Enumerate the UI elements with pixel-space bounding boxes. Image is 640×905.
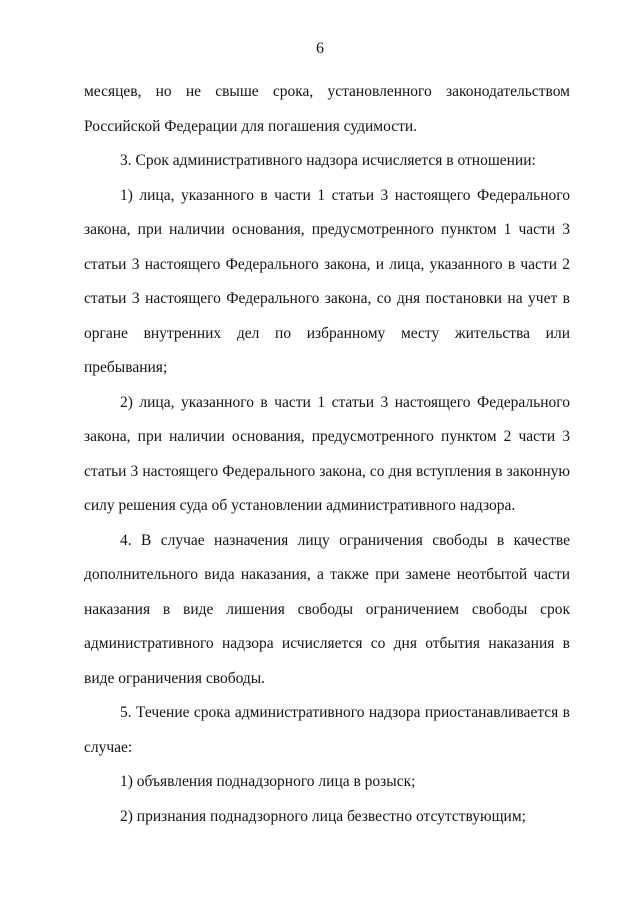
paragraph-item-5: 5. Течение срока административного надзора приостанавливается в случае: bbox=[84, 704, 570, 756]
paragraph-item-3-2: 2) лица, указанного в части 1 статьи 3 настоящего Федерального закона, при наличии основания, предусмотренного пунктом 2 части 3 статьи 3 настоящего Федерального закона, со дня вступления в законную силу решения суда об установлении административного надзора. bbox=[84, 393, 570, 514]
paragraph-continuation: месяцев, но не свыше срока, установленного законодательством Российской Федерации для погашения судимости. bbox=[84, 83, 570, 135]
document-body bbox=[84, 75, 570, 834]
paragraph-item-5-1: 1) объявления поднадзорного лица в розыск; bbox=[120, 773, 416, 790]
paragraph-item-3-1: 1) лица, указанного в части 1 статьи 3 настоящего Федерального закона, при наличии основания, предусмотренного пунктом 1 части 3 статьи 3 настоящего Федерального закона, и лица, указанного в части 2 статьи 3 настоящего Федерального закона, со дня постановки на учет в органе внутренних дел по избранному месту жительства или пребывания; bbox=[84, 186, 570, 376]
paragraph-item-3: 3. Срок административного надзора исчисляется в отношении: bbox=[120, 152, 536, 169]
paragraph-item-4: 4. В случае назначения лицу ограничения свободы в качестве дополнительного вида наказания, а также при замене неотбытой части наказания в виде лишения свободы ограничением свободы срок административного надзора исчисляется со дня отбытия наказания в виде ограничения свободы. bbox=[84, 531, 570, 687]
paragraph-item-5-2: 2) признания поднадзорного лица безвестно отсутствующим; bbox=[120, 807, 526, 825]
page-number: 6 bbox=[316, 40, 324, 57]
